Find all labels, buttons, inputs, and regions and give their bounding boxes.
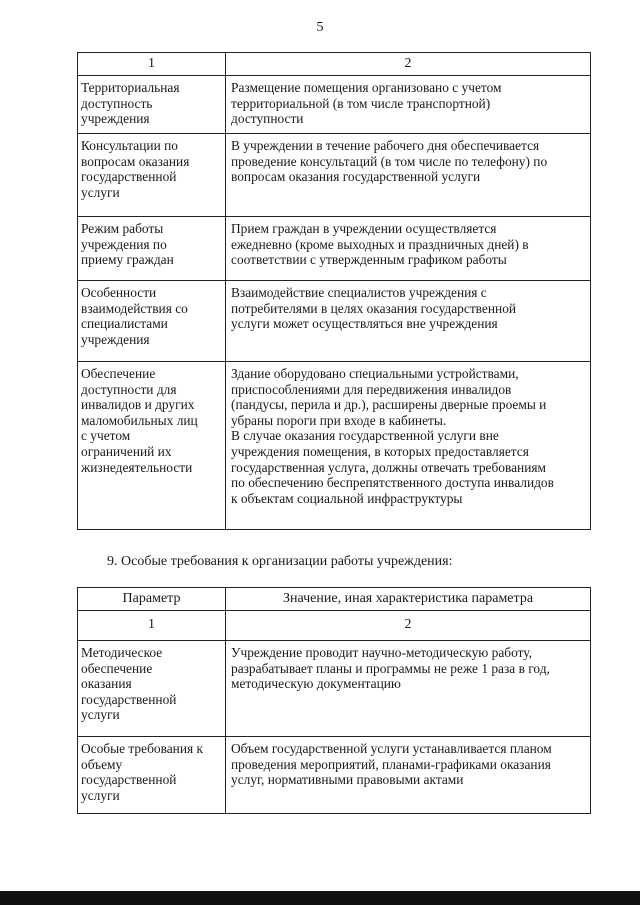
text-line: жизнедеятельности (81, 459, 193, 475)
text-line: услуги (81, 184, 120, 200)
text-line: специалистами (81, 316, 168, 332)
text-line: учреждения (81, 331, 150, 347)
text-line: Обеспечение (81, 366, 156, 381)
text-line: учреждения по (81, 236, 167, 252)
table-header-row (78, 611, 591, 641)
table-row (78, 737, 591, 814)
scan-edge-strip (0, 891, 640, 905)
table-row (78, 76, 591, 134)
page-number: 5 (316, 20, 324, 35)
text-line: объему (81, 756, 123, 772)
value-cell (226, 217, 591, 281)
text-line: доступность (81, 95, 153, 111)
parameter-cell (78, 281, 226, 362)
table-row (78, 362, 591, 530)
parameter-cell (78, 641, 226, 737)
text-line: услуги (81, 787, 120, 803)
text-line: услуги (81, 707, 120, 723)
text-line: Особые требования к (81, 741, 204, 756)
text-line: услуги может осуществляться вне учреждения (231, 316, 498, 332)
service-requirements-table (77, 52, 591, 530)
text-line: методическую документацию (231, 676, 401, 692)
text-line: государственной (81, 772, 177, 788)
text-line: приему граждан (81, 252, 174, 268)
parameter-cell (78, 76, 226, 134)
text-line: Режим работы (81, 221, 164, 236)
value-cell (226, 76, 591, 134)
text-line: государственной (81, 169, 177, 185)
text-line: Взаимодействие специалистов учреждения с (231, 285, 487, 300)
text-line: обеспечение (81, 660, 153, 676)
table-row (78, 217, 591, 281)
text-line: В случае оказания государственной услуги вне (231, 428, 499, 444)
text-line: ограничений их (81, 443, 172, 459)
text-line: доступности для (81, 381, 177, 397)
text-line: проведение консультаций (в том числе по телефону) по (231, 153, 548, 169)
text-line: маломобильных лиц (81, 412, 198, 428)
text-line: государственной (81, 691, 177, 707)
text-line: Особенности (81, 285, 157, 300)
text-line: убраны пороги при входе в кабинеты. (231, 412, 447, 428)
text-line: вопросам оказания государственной услуги (231, 169, 481, 185)
column-number-2: 2 (226, 53, 591, 76)
text-line: Объем государственной услуги устанавливается планом (231, 741, 552, 756)
text-line: Методическое (81, 645, 163, 660)
text-line: потребителями в целях оказания государственной (231, 300, 517, 316)
text-line: по обеспечению беспрепятственного доступа инвалидов (231, 475, 554, 491)
column-number-1: 1 (78, 611, 226, 641)
text-line: к объектам социальной инфраструктуры (231, 490, 463, 506)
value-cell (226, 641, 591, 737)
text-line: приспособлениями для передвижения инвалидов (231, 381, 512, 397)
text-line: учреждения (81, 111, 150, 127)
text-line: Размещение помещения организовано с учетом (231, 80, 502, 95)
parameter-cell (78, 737, 226, 814)
text-line: проведения мероприятий, планами-графиками оказания (231, 756, 551, 772)
table-row (78, 134, 591, 217)
text-line: Здание оборудовано специальными устройствами, (231, 366, 519, 381)
text-line: Консультации по (81, 138, 178, 153)
parameter-cell (78, 134, 226, 217)
text-line: инвалидов и других (81, 397, 195, 413)
text-line: Прием граждан в учреждении осуществляется (231, 221, 497, 236)
value-cell (226, 362, 591, 530)
special-requirements-table (77, 587, 591, 814)
text-line: доступности (231, 111, 304, 127)
text-line: государственная услуга, должны отвечать требованиям (231, 459, 547, 475)
value-cell (226, 134, 591, 217)
text-line: соответствии с утвержденным графиком работы (231, 252, 507, 268)
text-line: учреждения помещения, в которых предоставляется (231, 443, 529, 459)
text-line: ежедневно (кроме выходных и праздничных дней) в (231, 236, 529, 252)
table-title-row (78, 588, 591, 611)
table-row (78, 281, 591, 362)
column-title-value: Значение, иная характеристика параметра (226, 588, 591, 611)
text-line: оказания (81, 676, 132, 692)
section-9-heading: 9. Особые требования к организации работы учреждения: (107, 554, 453, 569)
column-number-1: 1 (78, 53, 226, 76)
value-cell (226, 737, 591, 814)
text-line: территориальной (в том числе транспортной) (231, 95, 491, 111)
text-line: Территориальная (81, 80, 180, 95)
column-number-2: 2 (226, 611, 591, 641)
text-line: взаимодействия со (81, 300, 188, 316)
value-cell (226, 281, 591, 362)
table-header-row (78, 53, 591, 76)
column-title-parameter: Параметр (78, 588, 226, 611)
text-line: с учетом (81, 428, 131, 444)
text-line: разрабатывает планы и программы не реже 1 раза в год, (231, 660, 550, 676)
parameter-cell (78, 217, 226, 281)
text-line: В учреждении в течение рабочего дня обеспечивается (231, 138, 540, 153)
text-line: вопросам оказания (81, 153, 190, 169)
text-line: (пандусы, перила и др.), расширены дверные проемы и (231, 397, 547, 413)
text-line: услуг, нормативными правовыми актами (231, 772, 464, 788)
table-row (78, 641, 591, 737)
parameter-cell (78, 362, 226, 530)
text-line: Учреждение проводит научно-методическую работу, (231, 645, 532, 660)
